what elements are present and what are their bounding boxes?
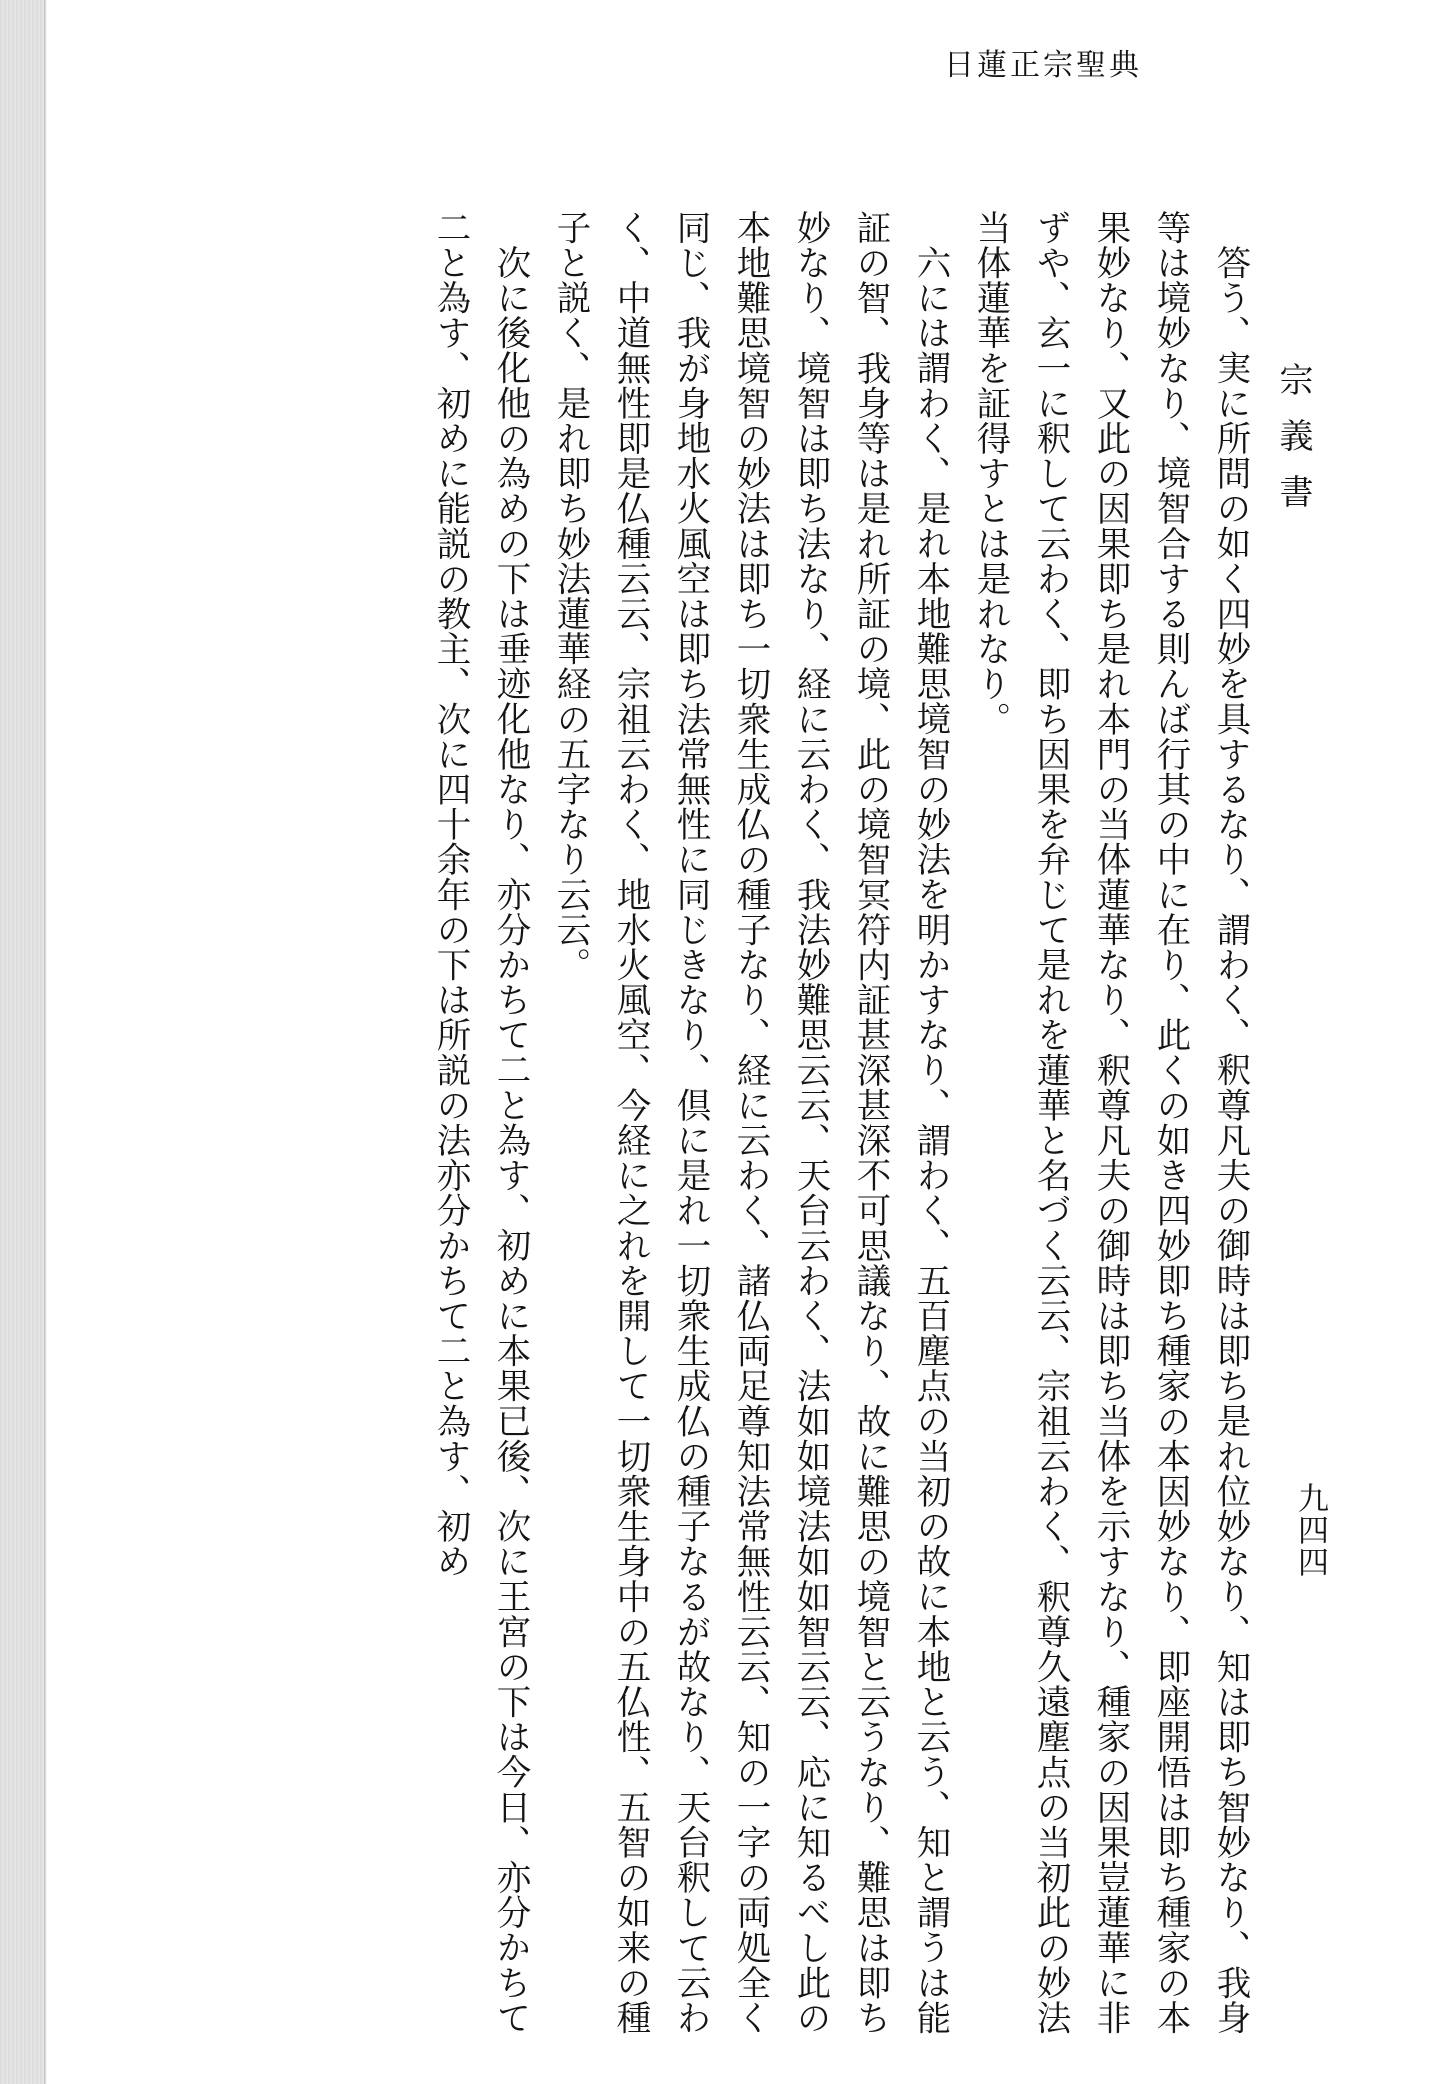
page-number: 九四四 [1292, 1482, 1328, 1578]
running-header-book-title: 日蓮正宗聖典 [944, 48, 1142, 83]
paragraph-sixth: 六には謂わく、是れ本地難思境智の妙法を明かすなり、謂わく、五百塵点の当初の故に本地と云う、知と謂うは能証の智、我身等は是れ所証の境、此の境智冥符内証甚深甚深不可思議なり、故に難思の境智と云うなり、難思は即ち妙なり、境智は即ち法なり、経に云わく、我法妙難思云云、天台云わく、法如如境法如如智云云、応に知るべし此の本地難思境智の妙法は即ち一切衆生成仏の種子なり、経に云わく、諸仏両足尊知法常無性云云、知の一字の両処全く同じ、我が身地水火風空は即ち法常無性に同じきなり、倶に是れ一切衆生成仏の種子なるが故なり、天台釈して云わく、中道無性即是仏種云云、宗祖云わく、地水火風空、今経に之れを開して一切衆生身中の五仏性、五智の如来の種子と説く、是れ即ち妙法蓮華経の五字なり云云。 [550, 210, 950, 2036]
paragraph-next: 次に後化他の為めの下は垂迹化他なり、亦分かちて二と為す、初めに本果已後、次に王宮の下は今日、亦分かちて二と為す、初めに能説の教主、次に四十余年の下は所説の法亦分かちて二と為す、初め [430, 210, 530, 2035]
binding-gutter [0, 0, 45, 2084]
section-title: 宗義書 [1273, 362, 1313, 530]
paragraph-answer: 答う、実に所問の如く四妙を具するなり、謂わく、釈尊凡夫の御時は即ち是れ位妙なり、知は即ち智妙なり、我身等は境妙なり、境智合する則んば行其の中に在り、此くの如き四妙即ち種家の本因妙なり、即座開悟は即ち種家の本果妙なり、又此の因果即ち是れ本門の当体蓮華なり、釈尊凡夫の御時は即ち当体を示すなり、種家の因果豈蓮華に非ずや、玄一に釈して云わく、即ち因果を弁じて是れを蓮華と名づく云云、宗祖云わく、釈尊久遠塵点の当初此の妙法当体蓮華を証得すとは是れなり。 [970, 210, 1250, 2036]
vertical-text-body [180, 210, 1260, 2050]
gutter-shadow [44, 0, 47, 2084]
